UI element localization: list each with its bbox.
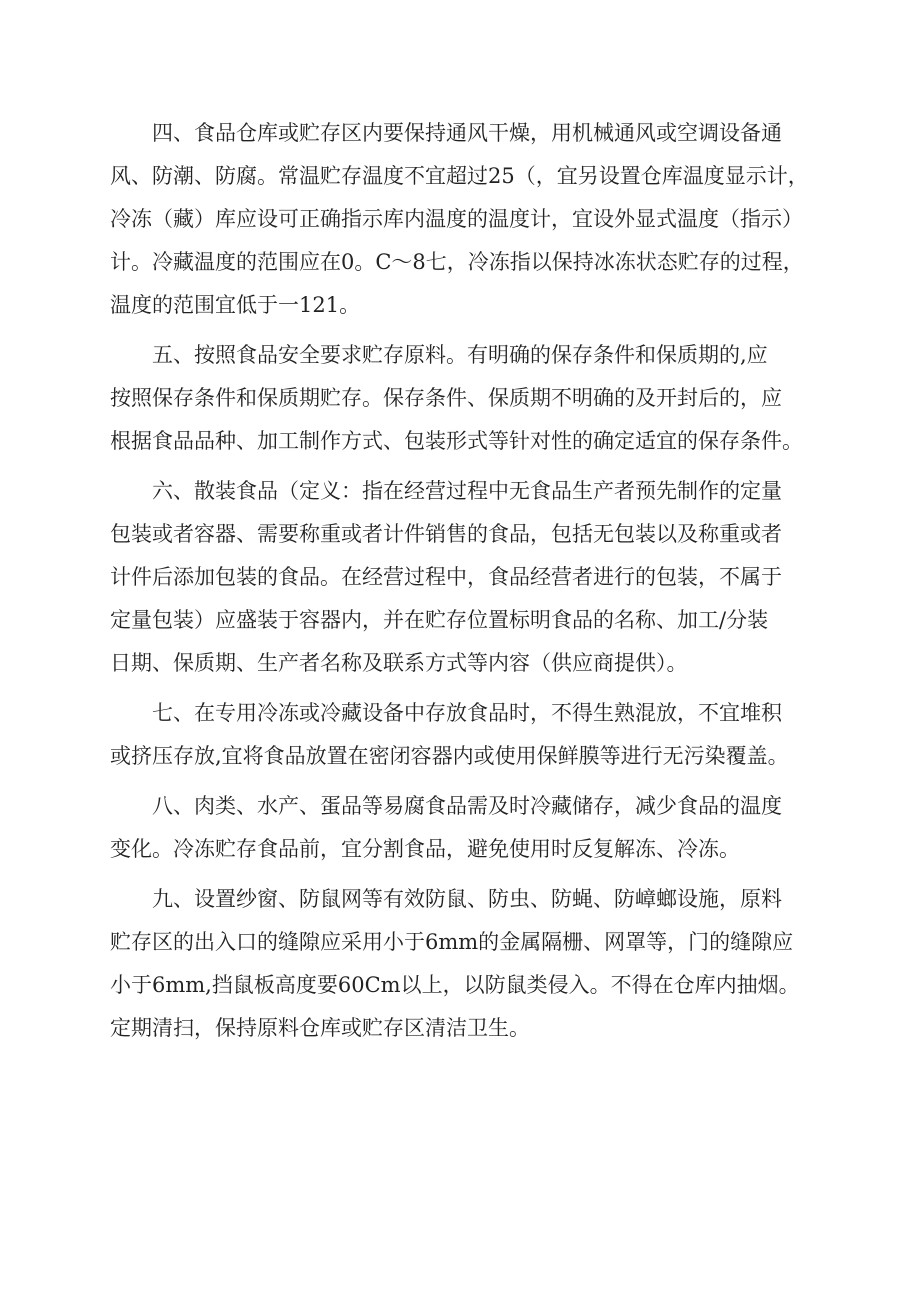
text-line: 六、散装食品（定义：指在经营过程中无食品生产者预先制作的定量 (152, 479, 782, 503)
text-line: 计。冷藏温度的范围应在0。C～8七，冷冻指以保持冰冻状态贮存的过程， (110, 250, 804, 274)
paragraph-pest-control (110, 878, 810, 1050)
text-line: 或挤压存放,宜将食品放置在密闭容器内或使用保鲜膜等进行无污染覆盖。 (110, 744, 789, 768)
text-line: 根据食品品种、加工制作方式、包装形式等针对性的确定适宜的保存条件。 (110, 429, 803, 453)
text-line: 计件后添加包装的食品。在经营过程中，食品经营者进行的包装，不属于 (110, 565, 782, 589)
document-body (110, 112, 810, 1057)
paragraph-storage-requirements (110, 334, 810, 463)
paragraph-perishable-food (110, 785, 810, 871)
text-line: 定量包装）应盛装于容器内，并在贮存位置标明食品的名称、加工/分装 (110, 608, 769, 632)
text-line: 按照保存条件和保质期贮存。保存条件、保质期不明确的及开封后的，应 (110, 386, 782, 410)
text-line: 日期、保质期、生产者名称及联系方式等内容（供应商提供）。 (110, 651, 688, 675)
paragraph-cold-storage (110, 692, 810, 778)
text-line: 贮存区的出入口的缝隙应采用小于6mm的金属隔栅、网罩等，门的缝隙应 (110, 930, 794, 954)
paragraph-bulk-food (110, 470, 810, 685)
text-line: 七、在专用冷冻或冷藏设备中存放食品时，不得生熟混放，不宜堆积 (152, 701, 782, 725)
text-line: 小于6mm,挡鼠板高度要60Cm以上，以防鼠类侵入。不得在仓库内抽烟。 (110, 973, 800, 997)
text-line: 九、设置纱窗、防鼠网等有效防鼠、防虫、防蝇、防嶂螂设施，原料 (152, 887, 782, 911)
text-line: 五、按照食品安全要求贮存原料。有明确的保存条件和保质期的,应 (152, 343, 768, 367)
text-line: 风、防潮、防腐。常温贮存温度不宜超过25（，宜另设置仓库温度显示计， (110, 164, 809, 188)
text-line: 四、食品仓库或贮存区内要保持通风干燥，用机械通风或空调设备通 (152, 121, 782, 145)
text-line: 变化。冷冻贮存食品前，宜分割食品，避免使用时反复解冻、冷冻。 (110, 837, 740, 861)
text-line: 温度的范围宜低于一121。 (110, 293, 361, 317)
text-line: 包装或者容器、需要称重或者计件销售的食品，包括无包装以及称重或者 (110, 522, 782, 546)
text-line: 冷冻（藏）库应设可正确指示库内温度的温度计，宜设外显式温度（指示） (110, 207, 803, 231)
text-line: 八、肉类、水产、蛋品等易腐食品需及时冷藏储存，减少食品的温度 (152, 794, 782, 818)
text-line: 定期清扫，保持原料仓库或贮存区清洁卫生。 (110, 1016, 530, 1040)
paragraph-storage-ventilation (110, 112, 810, 327)
